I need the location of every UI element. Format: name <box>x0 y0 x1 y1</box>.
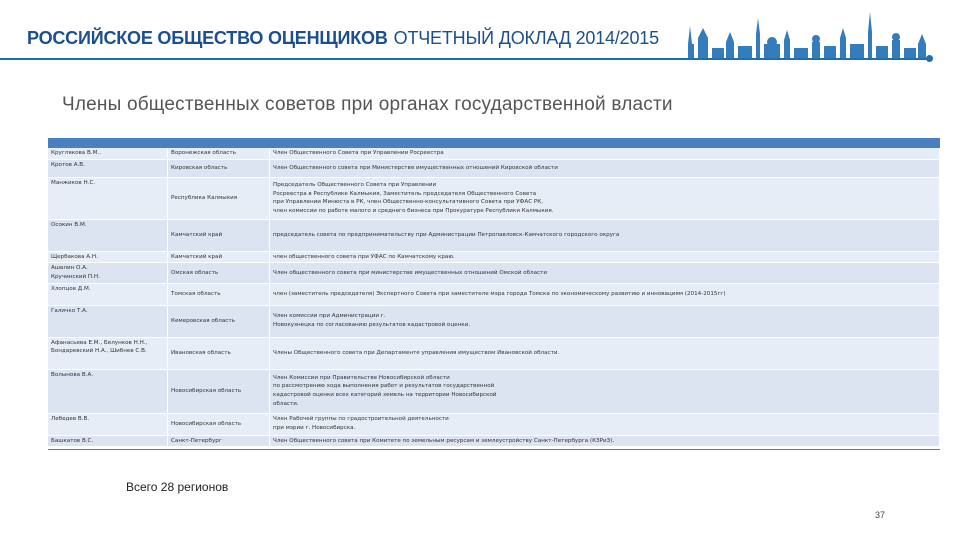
region-name: Кемеровская область <box>168 306 270 338</box>
council-role <box>270 178 940 220</box>
member-name: Круглякова В.М.. <box>51 150 102 156</box>
council-role-line: Член комиссии при Администрации г. <box>273 313 386 320</box>
council-role <box>270 436 940 448</box>
region-name: Ивановская область <box>168 338 270 370</box>
council-role-line: Новокузнецка по согласованию результатов кадастровой оценки. <box>273 322 471 329</box>
council-role-line: Росреестра в Республике Калмыкия, Заместитель председателя Общественного Совета <box>273 190 537 197</box>
member-name: Осокин В.М. <box>51 221 87 228</box>
region-name: Республика Калмыкия <box>168 178 270 220</box>
member-name: Щербакова А.Н. <box>51 253 98 260</box>
council-role <box>270 306 940 338</box>
member-names <box>48 284 168 306</box>
table-row <box>48 160 940 178</box>
report-header <box>0 0 960 62</box>
council-role-line: кадастровой оценки всех категорий земель на территории Новосибирской <box>273 392 497 399</box>
council-role <box>270 284 940 306</box>
council-role-line: Член Комиссии при Правительстве Новосибирской области <box>273 374 450 381</box>
council-role-line: Член Общественного Совета при Управлении Росреестра <box>273 150 444 156</box>
council-role <box>270 263 940 283</box>
member-name: Галичко Т.А. <box>51 307 88 314</box>
member-name: Волынова В.А. <box>51 371 94 378</box>
region-name: Новосибирская область <box>168 370 270 414</box>
region-name: Воронежская область <box>168 148 270 160</box>
members-table <box>48 138 940 450</box>
member-names <box>48 414 168 436</box>
page-number: 37 <box>875 510 886 520</box>
report-name: ОТЧЕТНЫЙ ДОКЛАД 2014/2015 <box>393 28 659 48</box>
member-names <box>48 252 168 264</box>
member-name: Манжиков Н.С. <box>51 179 96 186</box>
council-role <box>270 414 940 436</box>
regions-total: Всего 28 регионов <box>126 480 229 494</box>
council-role-line: Члены Общественного совета при Департаменте управления имуществом Ивановской области. <box>273 349 560 356</box>
member-names <box>48 370 168 414</box>
table-row <box>48 263 940 283</box>
council-role-line: по рассмотрению хода выполнения работ и результатов государственной <box>273 383 495 390</box>
member-names <box>48 306 168 338</box>
council-role <box>270 252 940 264</box>
member-names <box>48 148 168 160</box>
table-row <box>48 178 940 220</box>
council-role-line: Член Рабочей группы по градостроительной деятельности <box>273 416 449 423</box>
table-row <box>48 252 940 264</box>
table-row <box>48 148 940 160</box>
council-role <box>270 338 940 370</box>
member-names <box>48 436 168 448</box>
table-row <box>48 220 940 252</box>
region-name: Камчатский край <box>168 252 270 264</box>
table-bottom-line <box>48 449 940 450</box>
region-name: Омская область <box>168 263 270 283</box>
region-name: Томская область <box>168 284 270 306</box>
council-role <box>270 220 940 252</box>
region-name: Кировская область <box>168 160 270 178</box>
header-divider-dot <box>926 55 933 62</box>
council-role-line: член комиссии по работе малого и среднего бизнеса при Прокуратуре Республики Калмыкия. <box>273 207 554 214</box>
member-name: Башкатов В.С. <box>51 437 94 444</box>
member-name: Бондаревский Н.А., Шибнев С.В. <box>51 348 147 355</box>
member-names <box>48 160 168 178</box>
header-divider <box>0 58 930 60</box>
member-name: Ашелин О.А. <box>51 265 88 272</box>
table-row <box>48 306 940 338</box>
region-name: Санкт-Петербург <box>168 436 270 448</box>
council-role-line: области. <box>273 400 299 407</box>
council-role-line: Член общественного совета при министерстве имущественных отношений Омской области <box>273 269 548 276</box>
member-name: Кротов А.В. <box>51 161 85 168</box>
city-skyline-icon <box>680 4 940 60</box>
region-name: Новосибирская область <box>168 414 270 436</box>
member-names <box>48 263 168 283</box>
member-name: Лебедев В.В. <box>51 415 90 422</box>
member-names <box>48 220 168 252</box>
council-role-line: при мэрии г. Новосибирска. <box>273 425 356 432</box>
council-role-line: при Управлении Минюста в РК, член Общественно-консультативного Совета при УФАС РК, <box>273 199 543 206</box>
member-names <box>48 178 168 220</box>
council-role-line: Председатель Общественного Совета при Управлении <box>273 181 437 188</box>
table-row <box>48 436 940 448</box>
council-role <box>270 160 940 178</box>
region-name: Камчатский край <box>168 220 270 252</box>
table-row <box>48 414 940 436</box>
member-names <box>48 338 168 370</box>
table-body <box>48 148 940 447</box>
member-name: Хлопцов Д.М. <box>51 285 91 292</box>
council-role-line: Член Общественного совета при Министерстве имущественных отношений Кировской области <box>273 164 558 171</box>
council-role <box>270 370 940 414</box>
table-row <box>48 370 940 414</box>
council-role-line: председатель совета по предпринимательству при Администрации Петропавловск-Камчатского городского округа <box>273 231 620 238</box>
council-role <box>270 148 940 160</box>
member-name: Афанасьева Е.М., Белунков Н.Н., <box>51 339 148 346</box>
member-name: Кручинский П.Н. <box>51 273 100 280</box>
org-name: РОССИЙСКОЕ ОБЩЕСТВО ОЦЕНЩИКОВ <box>27 28 388 48</box>
brand-title <box>27 28 659 49</box>
council-role-line: член (заместитель председателя) Экспертного Совета при заместителе мэра города Томска по экономическому развитию и инновациям (2014-2015гг) <box>273 290 726 297</box>
table-header-bar <box>48 138 940 148</box>
page-title: Члены общественных советов при органах государственной власти <box>62 94 673 115</box>
council-role-line: член общественного совета при УФАС по Камчатскому краю. <box>273 253 455 260</box>
table-row <box>48 338 940 370</box>
table-row <box>48 284 940 306</box>
council-role-line: Член Общественного совета при Комитете по земельным ресурсам и землеустройству Санкт-Петербурга (КЗРиЗ). <box>273 437 615 444</box>
